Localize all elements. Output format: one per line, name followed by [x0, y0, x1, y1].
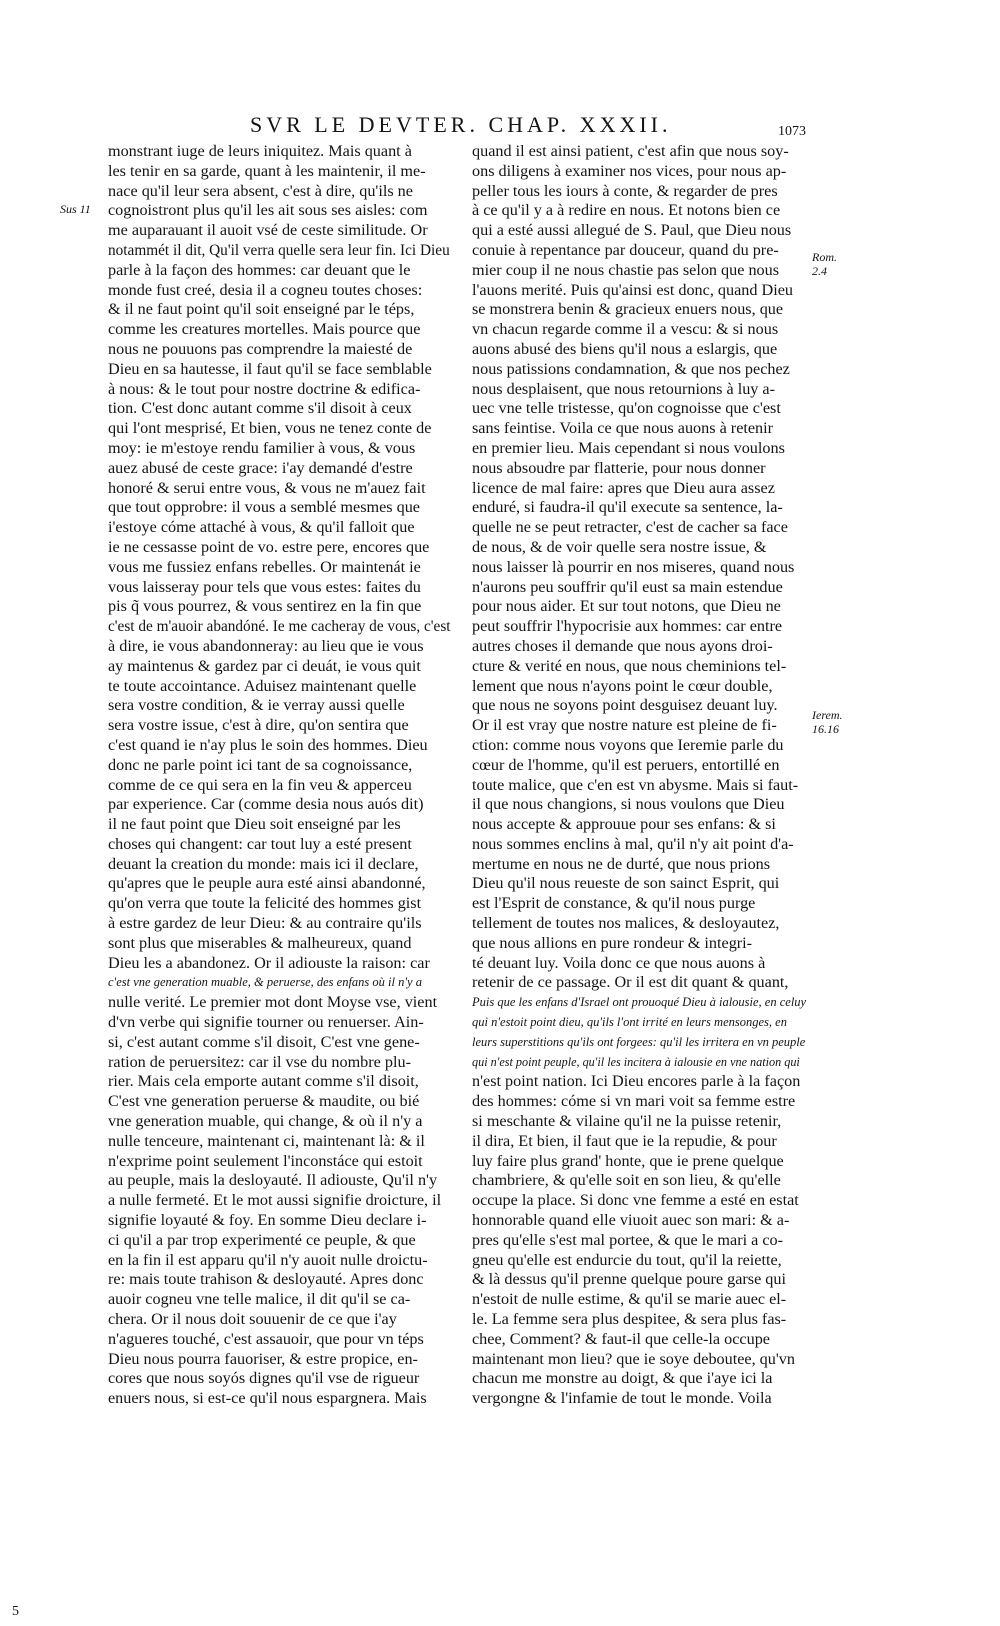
left-column-line: par experience. Car (comme desia nous auós dit): [108, 795, 424, 814]
right-column-line: retenir de ce passage. Or il est dit quant & quant,: [472, 973, 789, 992]
right-column-line: chacun me monstre au doigt, & que i'aye ici la: [472, 1369, 773, 1388]
right-column-line: qui n'est point peuple, qu'il les incitera à ialousie en vne nation qui: [472, 1054, 800, 1069]
stray-mark: 5: [12, 1604, 19, 1619]
right-column-line: peut souffrir l'hypocrisie aux hommes: car entre: [472, 617, 783, 636]
left-column-line: vous laisseray pour tels que vous estes: faites du: [108, 577, 421, 596]
right-column-line: Dieu qu'il nous reueste de son sainct Esprit, qui: [472, 874, 780, 893]
right-column-line: vn chacun regarde comme il a vescu: & si nous: [472, 320, 779, 339]
right-column: [472, 142, 807, 1409]
right-column-line: à ce qu'il y a à redire en nous. Et notons bien ce: [472, 201, 781, 220]
left-column-line: parle à la façon des hommes: car deuant que le: [108, 260, 411, 279]
left-column-line: a nulle fermeté. Et le mot aussi signifie droicture, il: [108, 1191, 442, 1210]
right-column-line: est l'Esprit de constance, & qu'il nous purge: [472, 894, 756, 913]
right-column-line: nous absoudre par flatterie, pour nous donner: [472, 458, 766, 477]
left-column-line: les tenir en sa garde, quant à les maintenir, il me-: [108, 161, 426, 180]
left-column-line: moy: ie m'estoye rendu familier à vous, & vous: [108, 438, 416, 457]
right-column-line: autres choses il demande que nous ayons droi-: [472, 636, 773, 655]
right-column-line: nous patissions condamnation, & que nos pechez: [472, 359, 790, 378]
left-column-line: c'est quand ie n'ay plus le soin des hommes. Dieu: [108, 735, 428, 754]
left-column-line: auez abusé de ceste grace: i'ay demandé d'estre: [108, 458, 413, 477]
right-column-line: qui a esté aussi allegué de S. Paul, que Dieu nous: [472, 221, 792, 240]
right-column-line: nous laisser là pourrir en nos miseres, quand nous: [472, 557, 795, 576]
right-column-line: Or il est vray que nostre nature est pleine de fi-: [472, 716, 777, 735]
right-column-line: mier coup il ne nous chastie pas selon que nous: [472, 260, 780, 279]
right-column-line: se monstrera benin & gracieux enuers nous, que: [472, 300, 784, 319]
left-column-line: Dieu en sa hautesse, il faut qu'il se face semblable: [108, 359, 432, 378]
left-column-line: qu'apres que le peuple aura esté ainsi abandonné,: [108, 874, 426, 893]
right-column-line: qui n'estoit point dieu, qu'ils l'ont irrité en leurs mensonges, en: [472, 1015, 787, 1030]
right-column-line: té deuant luy. Voila donc ce que nous auons à: [472, 953, 766, 972]
left-column-line: ie ne cessasse point de vo. estre pere, encores que: [108, 537, 430, 556]
left-column-line: en la fin il est apparu qu'il n'y auoit nulle droictu-: [108, 1250, 428, 1269]
left-column-line: nulle verité. Le premier mot dont Moyse vse, vient: [108, 993, 438, 1012]
left-column-line: si, c'est autant comme s'il disoit, C'est vne gene-: [108, 1032, 420, 1051]
left-column-line: comme les creatures mortelles. Mais pource que: [108, 320, 421, 339]
right-column-line: occupe la place. Si donc vne femme a esté en estat: [472, 1191, 799, 1210]
left-column-line: re: mais toute trahison & desloyauté. Apres donc: [108, 1270, 424, 1289]
left-column-line: qui l'ont mesprisé, Et bien, vous ne tenez conte de: [108, 419, 432, 438]
left-column-line: honoré & serui entre vous, & vous ne m'auez fait: [108, 478, 426, 497]
left-column-line: & il ne faut point qu'il soit enseigné par le téps,: [108, 300, 415, 319]
left-column-line: Dieu les a abandonez. Or il adiouste la raison: car: [108, 953, 430, 972]
right-column-line: chambriere, & qu'elle soit en son lieu, & qu'elle: [472, 1171, 781, 1190]
left-column: [108, 142, 453, 1409]
right-column-line: lement que nous n'ayons point le cœur double,: [472, 676, 773, 695]
left-column-line: cognoistront plus qu'il les ait sous ses aisles: com: [108, 201, 428, 220]
right-column-line: n'estoit de nulle estime, & qu'il se marie auec el-: [472, 1290, 787, 1309]
right-column-line: de nous, & de voir quelle sera nostre issue, &: [472, 537, 767, 556]
right-column-line: cœur de l'homme, qu'il est peruers, entortillé en: [472, 755, 780, 774]
right-column-line: n'est point nation. Ici Dieu encores parle à la façon: [472, 1072, 801, 1091]
left-column-line: d'vn verbe qui signifie tourner ou renuerser. Ain-: [108, 1013, 424, 1032]
left-column-line: donc ne parle point ici tant de sa cognoissance,: [108, 755, 413, 774]
left-column-line: Dieu nous pourra fauoriser, & estre propice, en-: [108, 1349, 418, 1368]
left-column-line: sera vostre issue, c'est à dire, qu'on sentira que: [108, 716, 409, 735]
right-column-line: nous accepte & approuue pour ses enfans: & si: [472, 815, 776, 834]
right-column-line: pour nous aider. Et sur tout notons, que Dieu ne: [472, 597, 781, 616]
right-column-line: conuie à repentance par douceur, quand du pre-: [472, 240, 779, 259]
left-column-line: sont plus que miserables & malheureux, quand: [108, 933, 412, 952]
left-column-line: ci qu'il a par trop experimenté ce peuple, & que: [108, 1230, 416, 1249]
left-column-line: c'est de m'auoir abandóné. Ie me cacheray de vous, c'est: [108, 618, 451, 636]
left-column-line: cores que nous soyós dignes qu'il vse de rigueur: [108, 1369, 420, 1388]
right-column-line: des hommes: cóme si vn mari voit sa femme estre: [472, 1092, 796, 1111]
left-column-line: enuers nous, si est-ce qu'il nous espargnera. Mais: [108, 1389, 427, 1408]
right-column-line: uec vne telle tristesse, qu'on cognoisse que c'est: [472, 399, 781, 418]
left-column-line: choses qui changent: car tout luy a esté present: [108, 834, 412, 853]
left-column-line: monstrant iuge de leurs iniquitez. Mais quant à: [108, 142, 412, 160]
right-column-line: maintenant mon lieu? que ie soye deboutee, qu'vn: [472, 1349, 795, 1368]
margin-note-left: Sus 11: [60, 202, 91, 216]
left-column-line: vne generation muable, qui change, & où il n'y a: [108, 1112, 423, 1131]
left-column-line: à estre gardez de leur Dieu: & au contraire qu'ils: [108, 914, 422, 933]
right-column-line: honnorable quand elle viuoit auec son mari: & a-: [472, 1211, 790, 1230]
right-column-line: si meschante & vilaine qu'il ne la puisse retenir,: [472, 1112, 782, 1131]
right-column-line: le. La femme sera plus despitee, & sera plus fas-: [472, 1310, 787, 1329]
right-column-line: licence de mal faire: apres que Dieu aura assez: [472, 478, 775, 497]
left-column-line: chera. Or il nous doit souuenir de ce que i'ay: [108, 1310, 397, 1329]
right-column-line: mertume en nous ne de durté, que nous prions: [472, 854, 771, 873]
right-column-line: sans feintise. Voila ce que nous auons à retenir: [472, 419, 774, 438]
left-column-line: n'exprime point seulement l'inconstáce qui estoit: [108, 1151, 423, 1170]
right-column-line: auons abusé des biens qu'il nous a eslargis, que: [472, 339, 778, 358]
right-column-line: chee, Comment? & faut-il que celle-la occupe: [472, 1329, 770, 1348]
right-column-line: & là dessus qu'il prenne quelque poure garse qui: [472, 1270, 786, 1289]
left-column-line: à nous: & le tout pour nostre doctrine & edifica-: [108, 379, 421, 398]
right-column-line: l'auons merité. Puis qu'ainsi est donc, quand Dieu: [472, 280, 793, 299]
right-column-line: tellement de toutes nos malices, & desloyautez,: [472, 914, 780, 933]
left-column-line: nulle tenceure, maintenant ci, maintenant là: & il: [108, 1131, 425, 1150]
left-column-line: te toute accointance. Aduisez maintenant quelle: [108, 676, 417, 695]
right-column-line: quand il est ainsi patient, c'est afin que nous soy-: [472, 142, 789, 160]
right-column-line: leurs superstitions qu'ils ont forgees: qu'il les irritera en vn peuple: [472, 1034, 806, 1049]
left-column-line: tion. C'est donc autant comme s'il disoit à ceux: [108, 399, 412, 418]
left-column-line: ay maintenus & gardez par ci deuát, ie vous quit: [108, 656, 421, 675]
right-column-line: nous sommes enclins à mal, qu'il n'y ait point d'a-: [472, 834, 794, 853]
left-column-line: c'est vne generation muable, & peruerse, des enfans où il n'y a: [108, 975, 422, 990]
right-column-line: n'aurons peu souffrir qu'il eust sa main estendue: [472, 577, 783, 596]
left-column-line: qu'on verra que toute la felicité des hommes gist: [108, 894, 422, 913]
left-column-line: me auparauant il auoit vsé de ceste similitude. Or: [108, 221, 428, 240]
running-head: SVR LE DEVTER. CHAP. XXXII.: [250, 112, 672, 137]
page-number: 1073: [778, 124, 806, 139]
left-column-line: auoir cogneu vne telle malice, il dit qu'il se ca-: [108, 1290, 411, 1309]
left-column-line: n'agueres touché, c'est assauoir, que pour vn téps: [108, 1329, 424, 1348]
left-column-line: i'estoye cóme attaché à vous, & qu'il falloit que: [108, 518, 415, 537]
right-column-line: que nous allions en pure rondeur & integri-: [472, 933, 753, 952]
left-column-line: vous me fussiez enfans rebelles. Or maintenát ie: [108, 557, 421, 576]
right-column-line: cture & verité en nous, que nous cheminions tel-: [472, 656, 787, 675]
left-column-line: nace qu'il leur sera absent, c'est à dire, qu'ils ne: [108, 181, 413, 200]
left-column-line: nous ne pouuons pas comprendre la maiesté de: [108, 339, 413, 358]
right-column-line: nous desplaisent, que nous retournions à luy a-: [472, 379, 776, 398]
left-column-line: rier. Mais cela emporte autant comme s'il disoit,: [108, 1072, 419, 1091]
left-column-line: deuant la creation du monde: mais ici il declare,: [108, 854, 419, 873]
left-column-line: comme de ce qui sera en la fin veu & apperceu: [108, 775, 412, 794]
left-column-line: notammét il dit, Qu'il verra quelle sera leur fin. Ici Dieu: [108, 241, 450, 259]
right-column-line: en premier lieu. Mais cependant si nous voulons: [472, 438, 785, 457]
left-column-line: à dire, ie vous abandonneray: au lieu que ie vous: [108, 636, 424, 655]
left-column-line: signifie loyauté & foy. En somme Dieu declare i-: [108, 1211, 427, 1230]
right-column-line: ons diligens à examiner nos vices, pour nous ap-: [472, 161, 787, 180]
left-column-line: pis q̃ vous pourrez, & vous sentirez en la fin que: [108, 597, 422, 616]
left-column-line: ration de peruersitez: car il vse du nombre plu-: [108, 1052, 411, 1071]
left-column-line: sera vostre condition, & ie verray aussi quelle: [108, 696, 405, 715]
right-column-line: que nous ne soyons point desguisez deuant luy.: [472, 696, 778, 715]
right-column-line: ction: comme nous voyons que Ieremie parle du: [472, 735, 784, 754]
right-column-line: il que nous changions, si nous voulons que Dieu: [472, 795, 785, 814]
left-column-line: que tout opprobre: il vous a semblé mesmes que: [108, 498, 420, 517]
right-column-line: luy faire plus grand' honte, que ie prene quelque: [472, 1151, 784, 1170]
right-column-line: enduré, si faudra-il qu'il execute sa sentence, la-: [472, 498, 783, 517]
right-column-line: il dira, Et bien, il faut que ie la repudie, & pour: [472, 1131, 777, 1150]
left-column-line: monde fust creé, desia il a cogneu toutes choses:: [108, 280, 423, 299]
margin-note-right-top: Rom. 2.4: [812, 250, 837, 278]
right-column-line: quelle ne se peut retracter, c'est de cacher sa face: [472, 518, 788, 537]
right-column-line: Puis que les enfans d'Israel ont prouoqué Dieu à ialousie, en celuy: [472, 995, 807, 1010]
right-column-line: vergongne & l'infamie de tout le monde. Voila: [472, 1389, 772, 1408]
right-column-line: peller tous les iours à conte, & regarder de pres: [472, 181, 778, 200]
margin-note-right-mid: Ierem. 16.16: [812, 708, 843, 736]
right-column-line: pres qu'elle s'est mal portee, & que le mari a co-: [472, 1230, 784, 1249]
left-column-line: au peuple, mais la desloyauté. Il adiouste, Qu'il n'y: [108, 1171, 438, 1190]
right-column-line: gneu qu'elle est endurcie du tout, qu'il la reiette,: [472, 1250, 782, 1269]
left-column-line: C'est vne generation peruerse & maudite, ou bié: [108, 1092, 420, 1111]
right-column-line: toute malice, que c'en est vn abysme. Mais si faut-: [472, 775, 799, 794]
left-column-line: il ne faut point que Dieu soit enseigné par les: [108, 815, 401, 834]
